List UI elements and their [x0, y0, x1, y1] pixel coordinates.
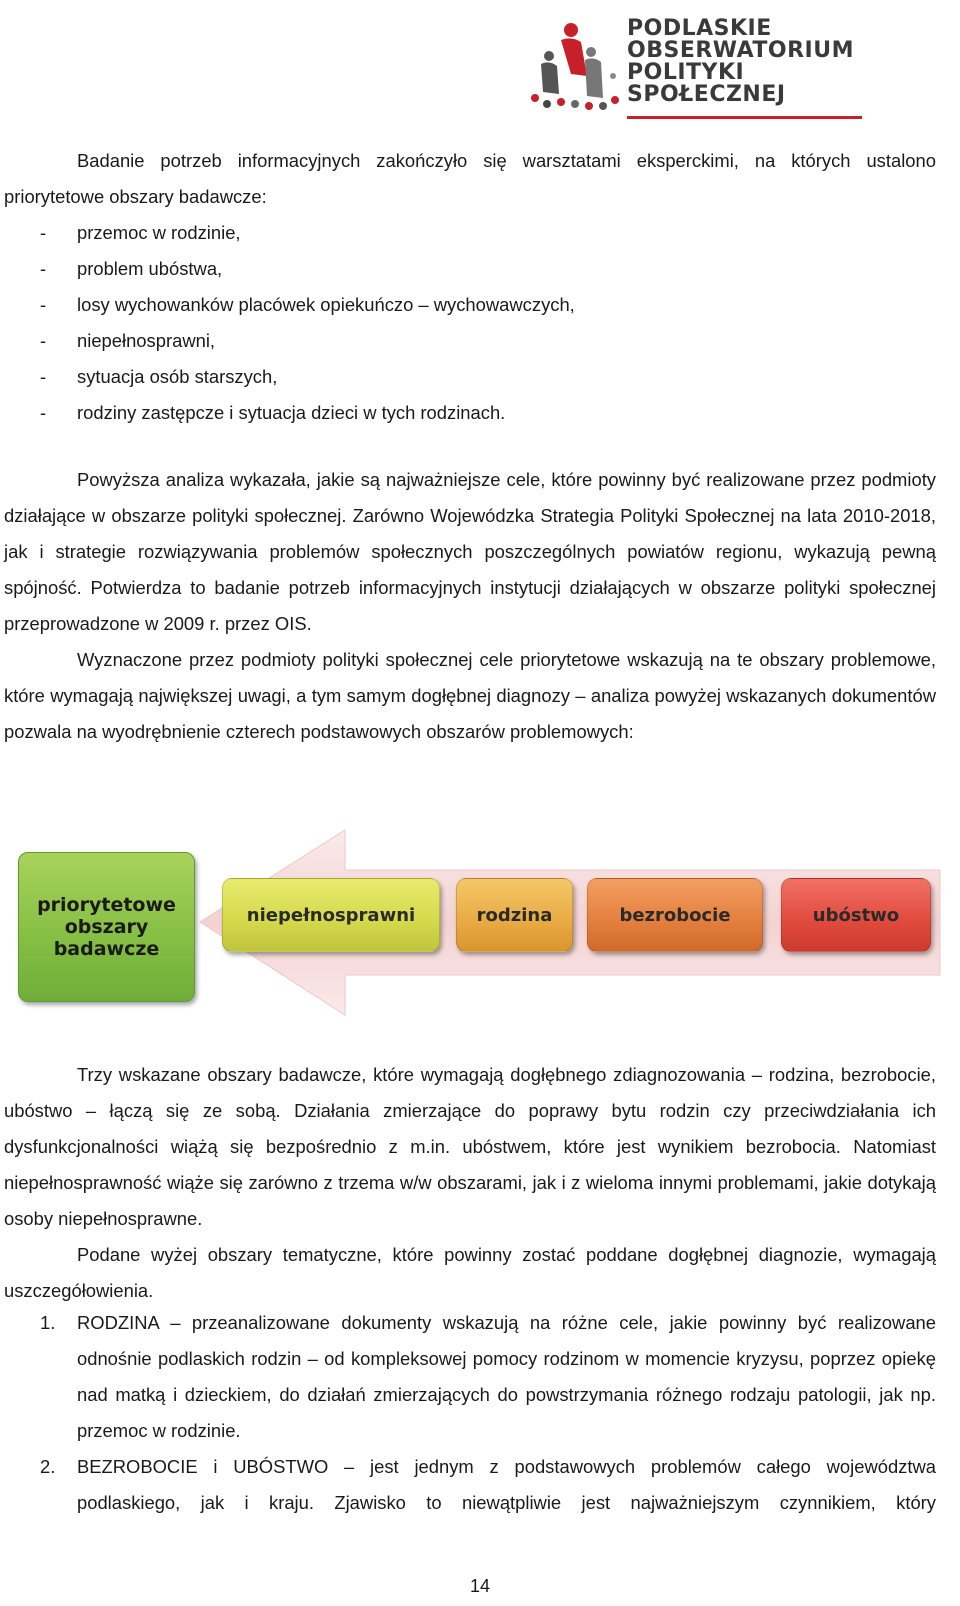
area-box-niepelnosprawni: niepełnosprawni: [222, 878, 440, 952]
priority-areas-box: [18, 852, 195, 1002]
paragraph-text: Wyznaczone przez podmioty polityki społecznej cele priorytetowe wskazują na te obszary problemowe, które wymagają największej uwagi, a tym samym dogłębnej diagnozy – analiza powyżej wskazanych dokumentów pozwala na wyodrębnienie czterech podstawowych obszarów problemowych:: [4, 649, 936, 742]
area-box-rodzina: rodzina: [456, 878, 573, 952]
list-item: - losy wychowanków placówek opiekuńczo – wychowawczych,: [40, 294, 575, 315]
paragraph-analysis: [4, 462, 936, 750]
logo-line-3: POLITYKI: [627, 60, 745, 85]
list-item: - problem ubóstwa,: [40, 258, 223, 279]
paragraph-text: Powyższa analiza wykazała, jakie są najważniejsze cele, które powinny być realizowane przez podmioty działające w obszarze polityki społecznej. Zarówno Wojewódzka Strategia Polityki Społecznej na lata 2010-2018, jak i strategie rozwiązywania problemów społecznych poszczególnych powiatów regionu, wykazują pewną spójność. Potwierdza to badanie potrzeb informacyjnych instytucji działających w obszarze polityki społecznej przeprowadzone w 2009 r. przez OIS.: [4, 469, 936, 634]
list-item: - sytuacja osób starszych,: [40, 366, 278, 387]
numbered-list: [4, 1305, 936, 1521]
paragraph-intro: [4, 143, 936, 215]
list-item: 1. RODZINA – przeanalizowane dokumenty wskazują na różne cele, jakie powinny być realizowane odnośnie podlaskich rodzin – od kompleksowej pomocy rodzinom w momencie kryzysu, poprzez opiekę nad matką i dzieckiem, do działań zmierzających do powstrzymania różnego rodzaju patologii, jak np. przemoc w rodzinie.: [40, 1312, 936, 1441]
logo-line-2: OBSERWATORIUM: [627, 38, 854, 63]
paragraph-text: Podane wyżej obszary tematyczne, które powinny zostać poddane dogłębnej diagnozie, wymagają uszczegółowienia.: [4, 1244, 936, 1301]
problem-areas-diagram: [0, 830, 960, 1030]
list-item: - przemoc w rodzinie,: [40, 222, 241, 243]
priority-line-2: obszary: [64, 916, 149, 938]
logo-text: [627, 18, 854, 106]
area-box-bezrobocie: bezrobocie: [587, 878, 763, 952]
area-box-ubostwo: ubóstwo: [781, 878, 931, 952]
logo: [527, 16, 927, 116]
logo-underline: [627, 116, 862, 119]
page-number: 14: [469, 1576, 491, 1596]
logo-line-1: PODLASKIE: [627, 16, 772, 41]
list-item: - niepełnosprawni,: [40, 330, 216, 351]
priority-areas-list: [4, 215, 904, 431]
priority-line-3: badawcze: [53, 938, 160, 960]
list-item: 2. BEZROBOCIE i UBÓSTWO – jest jednym z podstawowych problemów całego województwa podlaskiego, jak i kraju. Zjawisko to niewątpliwie jest najważniejszym czynnikiem, który: [40, 1456, 936, 1513]
logo-line-4: SPOŁECZNEJ: [627, 82, 786, 107]
logo-mark-icon: [527, 16, 627, 116]
priority-line-1: priorytetowe: [37, 894, 176, 916]
paragraph-relations: [4, 1057, 936, 1309]
paragraph-text: Badanie potrzeb informacyjnych zakończyło się warsztatami eksperckimi, na których ustalono priorytetowe obszary badawcze:: [4, 150, 936, 207]
list-item: - rodziny zastępcze i sytuacja dzieci w tych rodzinach.: [40, 402, 506, 423]
paragraph-text: Trzy wskazane obszary badawcze, które wymagają dogłębnego zdiagnozowania – rodzina, bezrobocie, ubóstwo – łączą się ze sobą. Działania zmierzające do poprawy bytu rodzin czy przeciwdziałania ich dysfunkcjonalności wiążą się bezpośrednio z m.in. ubóstwem, które jest wynikiem bezrobocia. Natomiast niepełnosprawność wiąże się zarówno z trzema w/w obszarami, jak i z wieloma innymi problemami, jakie dotykają osoby niepełnosprawne.: [4, 1064, 936, 1229]
